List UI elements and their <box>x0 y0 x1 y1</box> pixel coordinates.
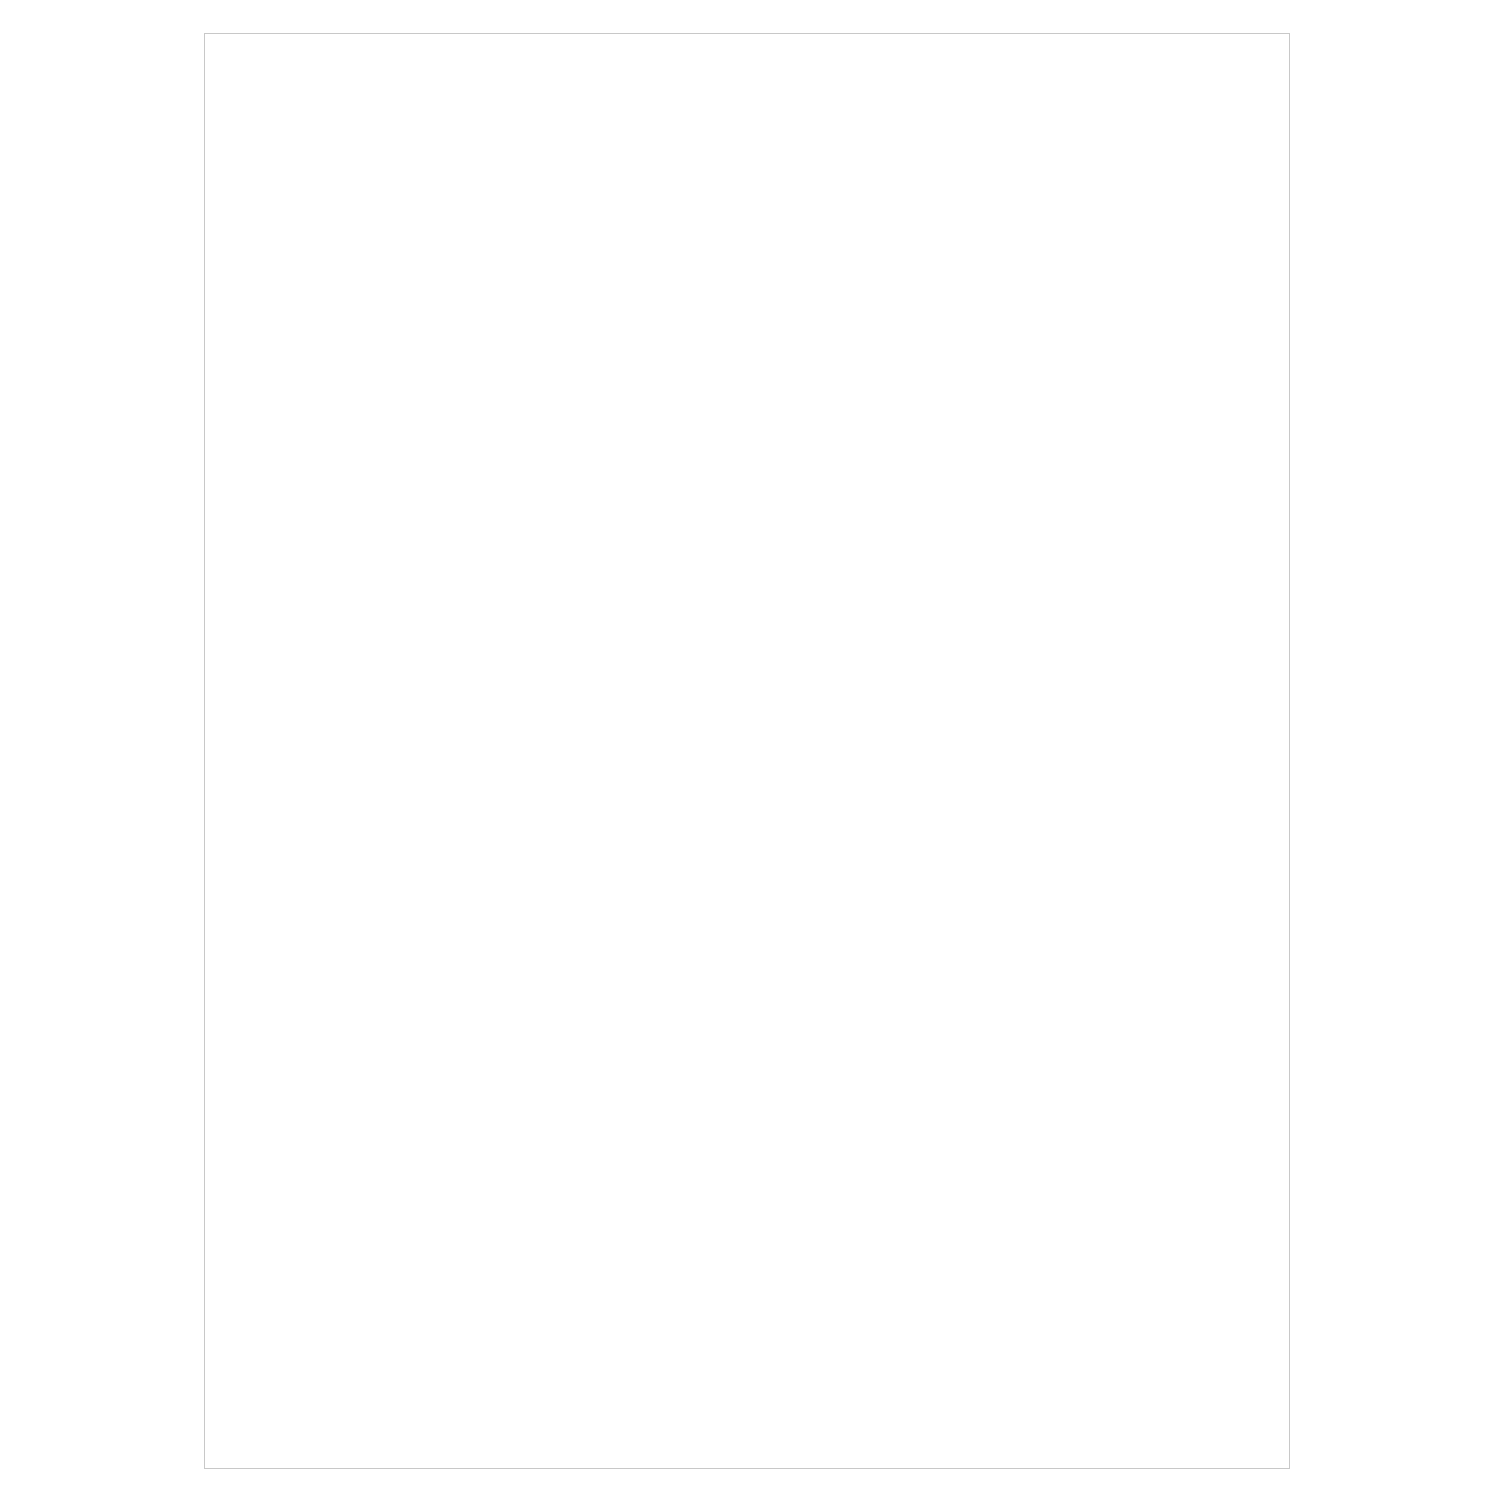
top-ornament-border <box>314 171 1140 205</box>
footer-ornament <box>648 1330 812 1360</box>
book-page <box>204 33 1290 1469</box>
